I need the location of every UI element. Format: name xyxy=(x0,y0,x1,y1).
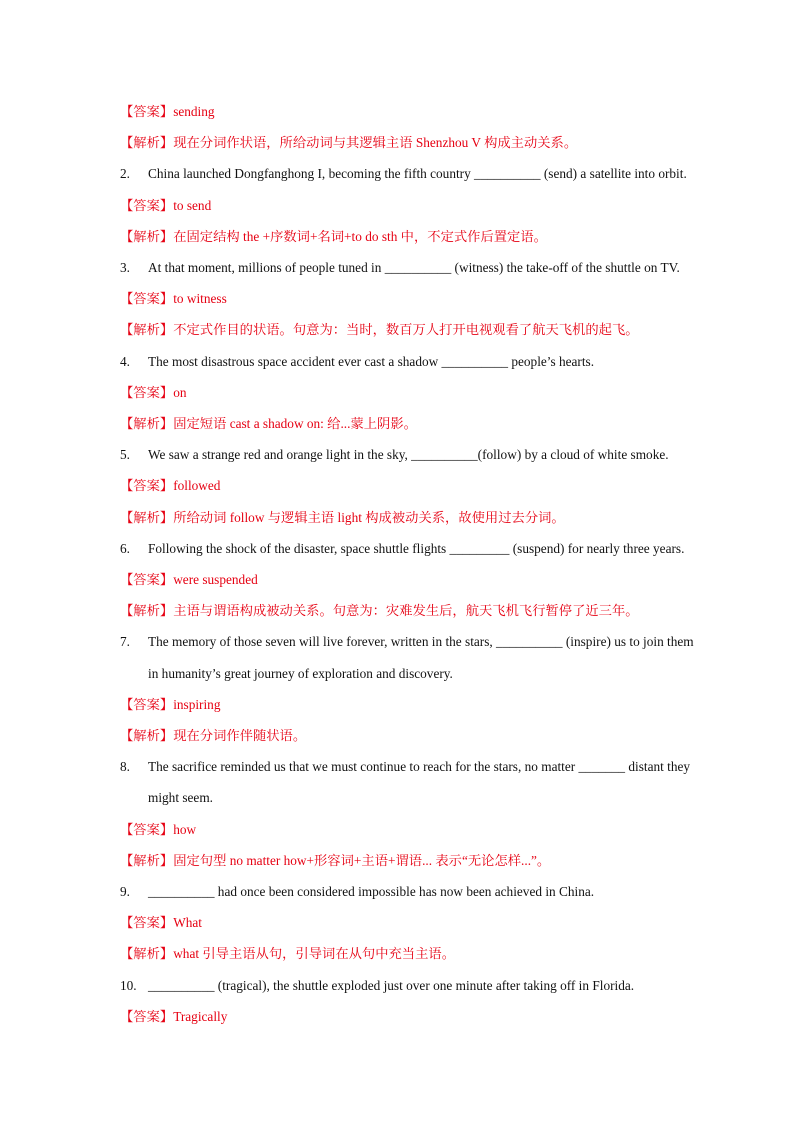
analysis-label: 【解析】 xyxy=(120,228,174,244)
answer-line xyxy=(120,697,220,713)
analysis-line xyxy=(120,510,565,526)
analysis-text: 固定句型 no matter how+形容词+主语+谓语... 表示“无论怎样...”。 xyxy=(173,852,551,868)
answer-line xyxy=(120,385,186,401)
question-number: 4. xyxy=(120,353,130,369)
answer-line xyxy=(120,198,211,214)
analysis-text: 现在分词作状语，所给动词与其逻辑主语 Shenzhou V 构成主动关系。 xyxy=(173,135,578,151)
answer-text: to send xyxy=(173,197,212,213)
answer-line xyxy=(120,478,220,494)
analysis-text: 在固定结构 the +序数词+名词+to do sth 中，不定式作后置定语。 xyxy=(173,228,547,244)
answer-line xyxy=(120,572,258,588)
question-text: China launched Dongfanghong I, becoming the fifth country __________ (send) a satellite into orbit. xyxy=(148,166,687,182)
question-text: The most disastrous space accident ever cast a shadow __________ people’s hearts. xyxy=(148,353,595,369)
analysis-label: 【解析】 xyxy=(120,135,174,151)
question-number: 9. xyxy=(120,884,130,899)
analysis-label: 【解析】 xyxy=(120,603,174,619)
answer-line xyxy=(120,1009,227,1025)
question-line xyxy=(120,541,684,557)
question-number: 3. xyxy=(120,260,130,275)
analysis-line xyxy=(120,229,547,245)
analysis-line xyxy=(120,322,639,338)
analysis-text: 主语与谓语构成被动关系。句意为：灾难发生后，航天飞机飞行暂停了近三年。 xyxy=(173,603,639,619)
analysis-text: 不定式作目的状语。句意为：当时，数百万人打开电视观看了航天飞机的起飞。 xyxy=(173,322,639,338)
question-number: 10. xyxy=(120,977,137,993)
analysis-label: 【解析】 xyxy=(120,509,174,525)
answer-text: What xyxy=(173,915,202,931)
question-number: 5. xyxy=(120,447,130,463)
answer-text: Tragically xyxy=(173,1008,228,1024)
analysis-line xyxy=(120,135,577,151)
answer-label: 【答案】 xyxy=(120,104,174,119)
question-text: At that moment, millions of people tuned in __________ (witness) the take-off of the shuttle on TV. xyxy=(148,260,680,275)
question-number: 7. xyxy=(120,634,130,650)
analysis-text: 固定短语 cast a shadow on: 给...蒙上阴影。 xyxy=(173,416,417,431)
question-text: Following the shock of the disaster, space shuttle flights _________ (suspend) for nearly three years. xyxy=(148,540,685,556)
answer-text: how xyxy=(173,821,197,837)
analysis-label: 【解析】 xyxy=(120,852,174,868)
answer-label: 【答案】 xyxy=(120,478,174,494)
question-continuation: might seem. xyxy=(148,790,213,806)
question-line xyxy=(120,260,680,276)
question-number: 8. xyxy=(120,759,130,775)
analysis-line xyxy=(120,603,639,619)
analysis-label: 【解析】 xyxy=(120,946,174,962)
analysis-line xyxy=(120,728,306,744)
answer-label: 【答案】 xyxy=(120,572,174,587)
analysis-text: 所给动词 follow 与逻辑主语 light 构成被动关系，故使用过去分词。 xyxy=(173,509,565,525)
question-text: The memory of those seven will live forever, written in the stars, __________ (inspire) us to join them xyxy=(148,634,694,650)
question-line xyxy=(120,978,634,994)
answer-text: on xyxy=(173,384,187,400)
question-text: We saw a strange red and orange light in the sky, __________(follow) by a cloud of white smoke. xyxy=(148,447,669,463)
answer-label: 【答案】 xyxy=(120,197,174,213)
question-line xyxy=(120,354,594,370)
question-line xyxy=(120,447,669,463)
answer-text: followed xyxy=(173,478,221,494)
analysis-label: 【解析】 xyxy=(120,728,174,743)
answer-line xyxy=(120,291,227,307)
question-text: __________ had once been considered impossible has now been achieved in China. xyxy=(148,884,595,899)
answer-label: 【答案】 xyxy=(120,915,174,931)
answer-text: were suspended xyxy=(173,572,258,587)
question-line xyxy=(120,884,594,900)
answer-label: 【答案】 xyxy=(120,696,174,712)
answer-line xyxy=(120,104,215,120)
analysis-text: what 引导主语从句，引导词在从句中充当主语。 xyxy=(173,946,455,962)
analysis-line xyxy=(120,853,550,869)
answer-text: sending xyxy=(173,104,215,119)
answer-text: inspiring xyxy=(173,696,221,712)
answer-text: to witness xyxy=(173,291,227,307)
answer-label: 【答案】 xyxy=(120,821,174,837)
question-line xyxy=(120,759,690,775)
question-text: __________ (tragical), the shuttle exploded just over one minute after taking off in Florida. xyxy=(148,977,635,993)
question-continuation: in humanity’s great journey of exploration and discovery. xyxy=(148,665,453,681)
analysis-label: 【解析】 xyxy=(120,416,174,431)
question-line xyxy=(120,166,687,182)
answer-label: 【答案】 xyxy=(120,1008,174,1024)
analysis-line xyxy=(120,416,417,432)
answer-line xyxy=(120,915,202,931)
question-number: 6. xyxy=(120,540,130,556)
answer-label: 【答案】 xyxy=(120,384,174,400)
question-number: 2. xyxy=(120,166,130,182)
analysis-text: 现在分词作伴随状语。 xyxy=(173,728,307,743)
answer-line xyxy=(120,822,196,838)
analysis-line xyxy=(120,946,455,962)
analysis-label: 【解析】 xyxy=(120,322,174,338)
question-line xyxy=(120,634,694,650)
question-text: The sacrifice reminded us that we must continue to reach for the stars, no matter _______ distant they xyxy=(148,759,691,775)
answer-label: 【答案】 xyxy=(120,291,174,307)
